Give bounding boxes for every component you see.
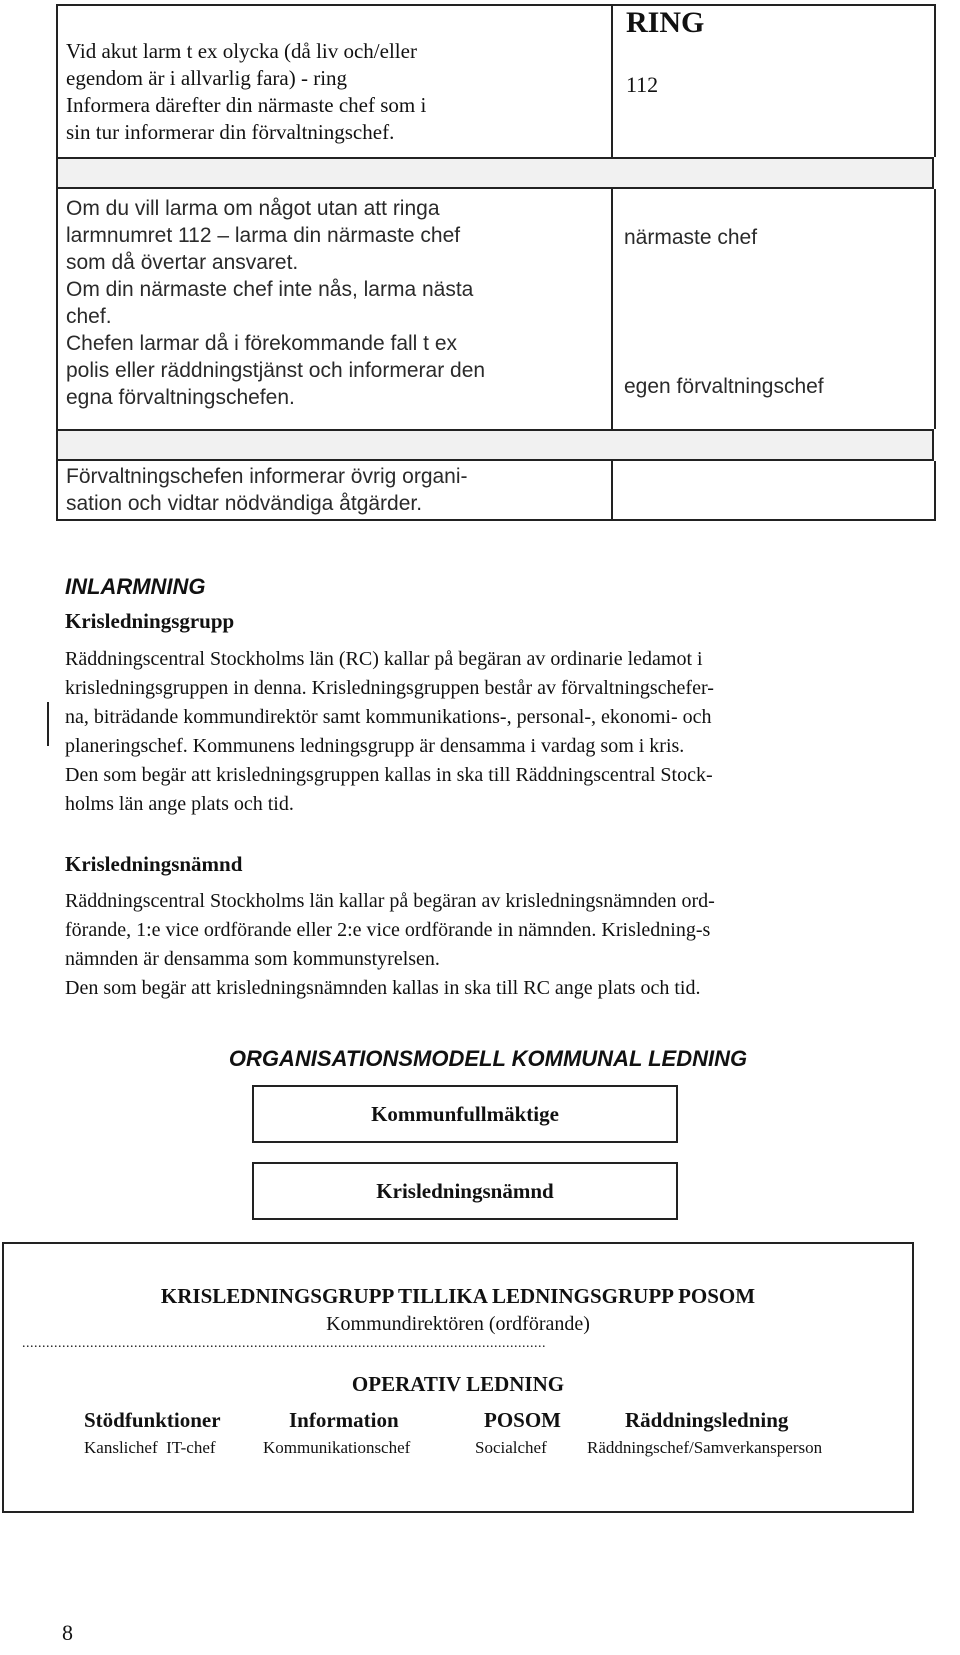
alarm-row-2-text	[56, 189, 613, 429]
alarm-table-bottom-border	[56, 519, 934, 521]
alarm-row-3-ring	[609, 461, 936, 521]
role-raddningschef: Räddningschef/Samverkansperson	[587, 1438, 823, 1457]
table-spacer	[56, 429, 934, 461]
paragraph-line: na, biträdande kommundirektör samt kommunikations-, personal-, ekonomi- och	[65, 706, 712, 728]
alarm-row-3-text	[56, 461, 613, 521]
krisledningsnamnd-title: Krisledningsnämnd	[65, 852, 243, 876]
change-bar	[47, 702, 49, 746]
alarm-row-3-line: Förvaltningschefen informerar övrig organi-	[66, 465, 468, 488]
paragraph-line: holms län ange plats och tid.	[65, 793, 294, 815]
role-kommunikationschef: Kommunikationschef	[263, 1438, 411, 1457]
paragraph-line: planeringschef. Kommunens ledningsgrupp är densamma i vardag som i kris.	[65, 735, 685, 757]
alarm-row-2-ring	[609, 189, 936, 429]
alarm-row-2-line: egna förvaltningschefen.	[66, 386, 295, 409]
ring-header: RING	[626, 6, 705, 39]
krisledningsgrupp-main-title: KRISLEDNINGSGRUPP TILLIKA LEDNINGSGRUPP POSOM	[160, 1284, 756, 1308]
ring-112: 112	[626, 72, 659, 97]
function-posom: POSOM	[484, 1408, 561, 1432]
alarm-row-3-line: sation och vidtar nödvändiga åtgärder.	[66, 492, 423, 515]
function-information: Information	[289, 1408, 399, 1432]
alarm-row-1-line: Vid akut larm t ex olycka (då liv och/eller	[66, 39, 417, 63]
alarm-row-1-line: egendom är i allvarlig fara) - ring	[66, 66, 348, 90]
ring-egen-forvaltningschef: egen förvaltningschef	[624, 375, 824, 398]
org-model-title: ORGANISATIONSMODELL KOMMUNAL LEDNING	[228, 1046, 748, 1071]
role-kanslichef-itchef: Kanslichef IT-chef	[84, 1438, 216, 1457]
paragraph-line: nämnden är densamma som kommunstyrelsen.	[65, 948, 440, 970]
alarm-row-1-ring	[609, 4, 936, 157]
paragraph-line: Räddningscentral Stockholms län kallar på begäran av krisledningsnämnden ord-	[65, 890, 715, 912]
function-stodfunktioner: Stödfunktioner	[84, 1408, 221, 1432]
alarm-row-2-line: som då övertar ansvaret.	[66, 251, 299, 274]
page-number: 8	[62, 1620, 73, 1645]
alarm-row-2-line: larmnumret 112 – larma din närmaste chef	[66, 224, 461, 247]
alarm-row-2-line: Chefen larmar då i förekommande fall t ex	[66, 332, 458, 355]
krisledningsgrupp-text	[65, 645, 945, 819]
alarm-row-2-line: chef.	[66, 305, 112, 328]
paragraph-line: förande, 1:e vice ordförande eller 2:e vice ordförande in nämnden. Krisledning-s	[65, 919, 711, 941]
alarm-row-1-line: sin tur informerar din förvaltningschef.	[66, 120, 395, 144]
function-raddningsledning: Räddningsledning	[625, 1408, 789, 1432]
inlarmning-heading: INLARMNING	[65, 574, 206, 599]
krisledningsgrupp-title: Krisledningsgrupp	[65, 609, 235, 633]
kommunfullmaktige-box: Kommunfullmäktige	[252, 1085, 678, 1143]
krisledningsnamnd-text	[65, 887, 945, 1003]
paragraph-line: krisledningsgruppen in denna. Krisledningsgruppen består av förvaltningschefer-	[65, 677, 714, 699]
alarm-row-2-line: Om du vill larma om något utan att ringa	[66, 197, 440, 220]
paragraph-line: Den som begär att krisledningsnämnden kallas in ska till RC ange plats och tid.	[65, 977, 701, 999]
table-spacer	[56, 157, 934, 189]
dotted-separator: ...................................................................................................................................	[22, 1336, 546, 1351]
chair-text: Kommundirektören (ordförande)	[326, 1313, 590, 1335]
alarm-row-2-line: Om din närmaste chef inte nås, larma nästa	[66, 278, 474, 301]
paragraph-line: Räddningscentral Stockholms län (RC) kallar på begäran av ordinarie ledamot i	[65, 648, 703, 670]
alarm-row-2-line: polis eller räddningstjänst och informerar den	[66, 359, 486, 382]
role-socialchef: Socialchef	[475, 1438, 547, 1457]
operative-title: OPERATIV LEDNING	[351, 1372, 565, 1396]
alarm-row-1-text	[56, 4, 613, 157]
paragraph-line: Den som begär att krisledningsgruppen kallas in ska till Räddningscentral Stock-	[65, 764, 713, 786]
krisledningsnamnd-box: Krisledningsnämnd	[252, 1162, 678, 1220]
alarm-row-1-line: Informera därefter din närmaste chef som i	[66, 93, 427, 117]
ring-narmaste-chef: närmaste chef	[624, 226, 758, 249]
krisledningsgrupp-box	[2, 1242, 914, 1513]
